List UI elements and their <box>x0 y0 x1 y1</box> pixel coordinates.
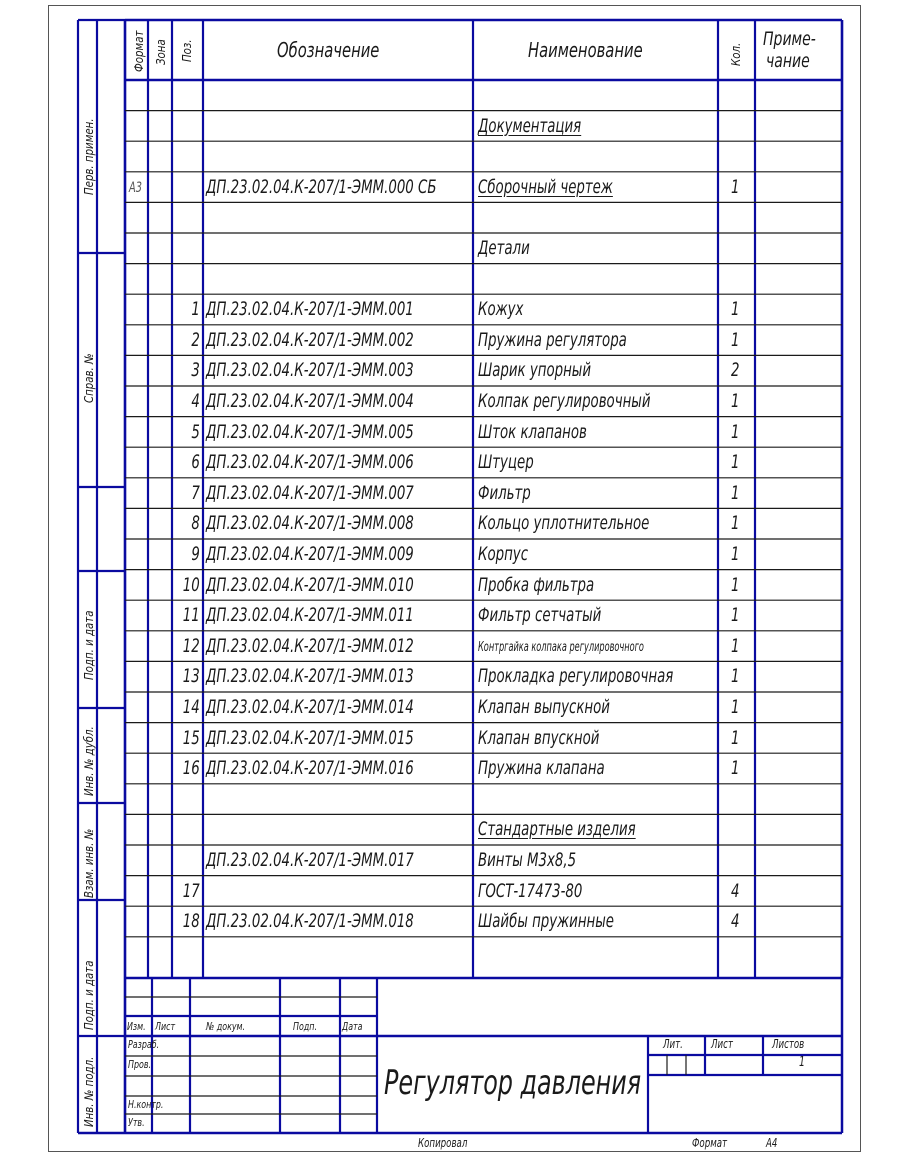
cell-qty: 1 <box>731 512 740 535</box>
cell-qty: 1 <box>731 696 740 718</box>
cell-designation: ДП.23.02.04.К-207/1-ЭММ.012 <box>206 634 414 657</box>
cell-designation: ДП.23.02.04.К-207/1-ЭММ.007 <box>206 481 414 504</box>
cell-name: Прокладка регулировочная <box>478 665 674 688</box>
margin-vzam-inv: Взам. инв. № <box>82 828 96 898</box>
tb-col-izm: Изм. <box>127 1020 146 1033</box>
cell-name: Пробка фильтра <box>478 573 595 596</box>
header-format: Формат <box>132 30 146 72</box>
margin-sprav-no: Справ. № <box>82 353 96 403</box>
cell-pos: 17 <box>183 879 200 902</box>
cell-pos: 3 <box>191 359 200 382</box>
cell-name: ГОСТ-17473-80 <box>478 879 583 902</box>
margin-podp-data-1: Подп. и дата <box>82 610 96 680</box>
header-note-line1: Приме- <box>763 28 816 50</box>
cell-name: Шайбы пружинные <box>478 910 615 933</box>
cell-pos: 10 <box>183 573 200 596</box>
cell-qty: 1 <box>731 420 740 443</box>
cell-pos: 8 <box>191 512 200 535</box>
tb-col-doc: № докум. <box>206 1020 246 1033</box>
cell-name: Колпак регулировочный <box>478 390 651 412</box>
cell-designation: ДП.23.02.04.К-207/1-ЭММ.008 <box>206 512 414 535</box>
cell-designation: ДП.23.02.04.К-207/1-ЭММ.004 <box>206 390 414 412</box>
cell-pos: 13 <box>183 665 200 688</box>
cell-qty: 1 <box>731 175 740 198</box>
footer-format-label: Формат <box>692 1136 728 1150</box>
cell-qty: 1 <box>731 543 740 565</box>
header-pos: Поз. <box>180 39 194 62</box>
cell-name: Клапан выпускной <box>478 696 610 718</box>
cell-name: Корпус <box>478 543 529 565</box>
margin-perv-primen: Перв. примен. <box>82 118 96 195</box>
cell-name: Контргайка колпака регулировочного <box>478 639 644 655</box>
cell-qty: 1 <box>731 298 740 321</box>
cell-pos: 5 <box>191 420 200 443</box>
cell-designation: ДП.23.02.04.К-207/1-ЭММ.015 <box>206 726 414 749</box>
cell-qty: 4 <box>731 879 740 902</box>
cell-name: Пружина регулятора <box>478 328 627 351</box>
cell-designation: ДП.23.02.04.К-207/1-ЭММ.014 <box>206 696 414 718</box>
cell-pos: 11 <box>183 604 200 627</box>
cell-designation: ДП.23.02.04.К-207/1-ЭММ.005 <box>206 420 414 443</box>
tb-lit-label: Лит. <box>663 1037 683 1051</box>
tb-sheets-value: 1 <box>799 1055 805 1070</box>
cell-qty: 1 <box>731 573 740 596</box>
cell-designation: ДП.23.02.04.К-207/1-ЭММ.011 <box>206 604 414 627</box>
tb-col-list: Лист <box>155 1020 176 1033</box>
cell-designation: ДП.23.02.04.К-207/1-ЭММ.017 <box>206 849 414 871</box>
tb-role-razrab: Разраб. <box>128 1038 160 1051</box>
header-zone: Зона <box>154 39 168 65</box>
cell-designation: ДП.23.02.04.К-207/1-ЭММ.002 <box>206 328 414 351</box>
tb-sheets-label: Листов <box>772 1037 805 1051</box>
margin-inv-dubl: Инв. № дубл. <box>82 726 96 796</box>
cell-qty: 1 <box>731 604 740 627</box>
header-qty: Кол. <box>729 42 743 66</box>
cell-designation: ДП.23.02.04.К-207/1-ЭММ.006 <box>206 451 414 474</box>
cell-name: Клапан впускной <box>478 726 600 749</box>
cell-name: Стандартные изделия <box>478 818 636 841</box>
cell-designation: ДП.23.02.04.К-207/1-ЭММ.009 <box>206 543 414 565</box>
cell-pos: 6 <box>191 451 200 474</box>
cell-designation: ДП.23.02.04.К-207/1-ЭММ.013 <box>206 665 414 688</box>
cell-name: Фильтр сетчатый <box>478 604 602 627</box>
tb-col-podp: Подп. <box>293 1020 317 1033</box>
cell-qty: 1 <box>731 328 740 351</box>
tb-sheet-label: Лист <box>711 1037 733 1051</box>
cell-name: Пружина клапана <box>478 757 605 780</box>
cell-designation: ДП.23.02.04.К-207/1-ЭММ.003 <box>206 359 414 382</box>
document-title: Регулятор давления <box>384 1063 642 1103</box>
cell-name: Винты М3х8,5 <box>478 849 577 871</box>
cell-name: Штуцер <box>478 451 534 474</box>
cell-name: Сборочный чертеж <box>478 175 613 198</box>
cell-pos: 2 <box>191 328 200 351</box>
header-designation: Обозначение <box>277 38 380 62</box>
cell-qty: 1 <box>731 665 740 688</box>
tb-col-data: Дата <box>342 1020 363 1033</box>
cell-qty: 1 <box>731 481 740 504</box>
cell-name: Кольцо уплотнительное <box>478 512 650 535</box>
header-name: Наименование <box>528 38 643 62</box>
cell-qty: 1 <box>731 451 740 474</box>
footer-format-value: А4 <box>766 1136 778 1150</box>
cell-pos: 16 <box>183 757 200 780</box>
cell-designation: ДП.23.02.04.К-207/1-ЭММ.010 <box>206 573 414 596</box>
cell-pos: 4 <box>191 390 200 412</box>
cell-name: Кожух <box>478 298 524 321</box>
header-note-line2: чание <box>766 50 810 72</box>
tb-role-nkontr: Н.контр. <box>128 1098 164 1111</box>
cell-name: Шток клапанов <box>478 420 587 443</box>
cell-designation: ДП.23.02.04.К-207/1-ЭММ.001 <box>206 298 414 321</box>
cell-pos: 9 <box>191 543 200 565</box>
cell-pos: 14 <box>183 696 200 718</box>
cell-designation: ДП.23.02.04.К-207/1-ЭММ.018 <box>206 910 414 933</box>
cell-qty: 1 <box>731 757 740 780</box>
cell-pos: 15 <box>183 726 200 749</box>
cell-name: Шарик упорный <box>478 359 591 382</box>
cell-designation: ДП.23.02.04.К-207/1-ЭММ.000 СБ <box>206 175 437 198</box>
cell-qty: 1 <box>731 634 740 657</box>
cell-qty: 4 <box>731 910 740 933</box>
cell-pos: 7 <box>191 481 200 504</box>
cell-name: Детали <box>478 237 530 259</box>
cell-designation: ДП.23.02.04.К-207/1-ЭММ.016 <box>206 757 414 780</box>
cell-pos: 12 <box>183 634 200 657</box>
cell-name: Документация <box>478 114 582 137</box>
tb-role-prov: Пров. <box>128 1058 152 1071</box>
cell-pos: 1 <box>191 298 200 321</box>
margin-inv-podl: Инв. № подл. <box>82 1056 96 1127</box>
tb-role-utv: Утв. <box>128 1116 145 1129</box>
footer-copied: Копировал <box>418 1136 468 1150</box>
cell-name: Фильтр <box>478 481 531 504</box>
cell-pos: 18 <box>183 910 200 933</box>
cell-format: А3 <box>129 179 142 196</box>
cell-qty: 1 <box>731 726 740 749</box>
cell-qty: 1 <box>731 390 740 412</box>
margin-podp-data-2: Подп. и дата <box>82 960 96 1030</box>
cell-qty: 2 <box>731 359 740 382</box>
